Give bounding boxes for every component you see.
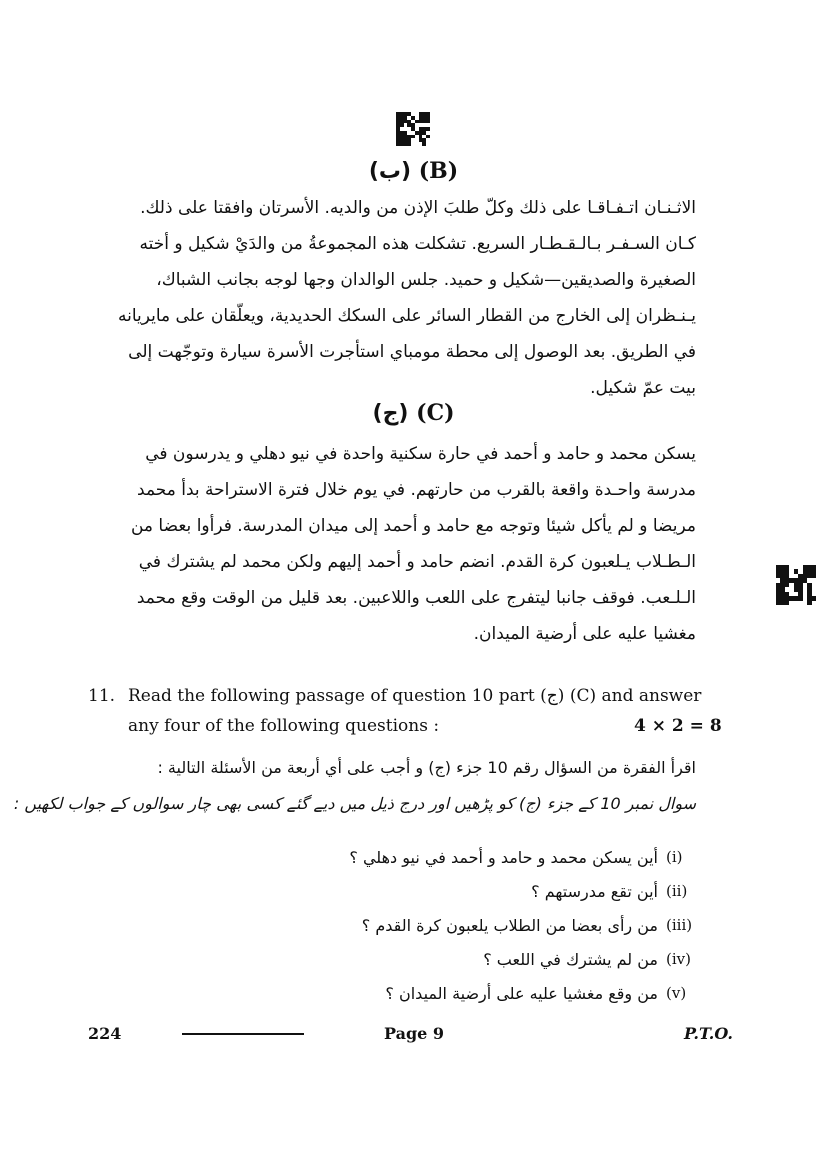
question-item <box>200 978 696 1008</box>
instruction-arabic: اقرأ الفقرة من السؤال رقم 10 جزء (ج) و أجب على أي أربعة من الأسئلة التالية : <box>157 758 696 777</box>
question-item-number: (i) <box>666 848 683 866</box>
question-item-number: (v) <box>666 984 687 1002</box>
question-item-text: من رأى بعضا من الطلاب يلعبون كرة القدم ؟ <box>361 915 658 935</box>
paper-code: 224 <box>88 1024 122 1043</box>
side-qr-code-icon <box>776 565 816 605</box>
question-text-line1: Read the following passage of question 10 part (ج) (C) and answer <box>128 686 702 706</box>
passage-b-line: في الطريق. بعد الوصول إلى محطة مومباي استأجرت الأسرة سيارة وتوجّهت إلى <box>128 342 696 362</box>
passage-c-line: الـطـلاب يـلعبون كرة القدم. انضم حامد و أحمد إليهم ولكن محمد لم يشترك في <box>138 552 696 572</box>
question-item-number: (ii) <box>666 882 688 900</box>
section-heading-b <box>0 158 827 184</box>
page-number: Page 9 <box>384 1024 445 1043</box>
question-text-line2: any four of the following questions : <box>128 716 440 736</box>
question-item-number: (iv) <box>666 950 691 968</box>
question-item-text: أين يسكن محمد و حامد و أحمد في نيو دهلي ؟ <box>349 847 658 867</box>
passage-b-line: يـنـظران إلى الخارج من القطار السائر على السكك الحديدية، ويعلّقان على مايريانه <box>118 306 696 326</box>
passage-c-line: الـلـعب. فوقف جانبا ليتفرج على اللعب واللاعبين. بعد قليل من الوقت وقع محمد <box>136 588 696 608</box>
question-item-text: من لم يشترك في اللعب ؟ <box>483 949 658 969</box>
qr-code-icon <box>396 112 430 146</box>
question-item <box>200 842 696 872</box>
passage-b <box>118 190 696 406</box>
question-item <box>200 944 696 974</box>
question-item-number: (iii) <box>666 916 693 934</box>
passage-c-line: مريضا و لم يأكل شيئا وتوجه مع حامد و أحمد إلى ميدان المدرسة. فرأوا بعضا من <box>130 516 696 536</box>
passage-b-line: بيت عمّ شكيل. <box>590 378 696 398</box>
question-item <box>200 910 696 940</box>
passage-c-line: مغشيا عليه على أرضية الميدان. <box>473 624 696 644</box>
passage-b-line: الصغيرة والصديقين—شكيل و حميد. جلس الوالدان وجها لوجه بجانب الشباك، <box>156 270 696 290</box>
question-item-text: أين تقع مدرستهم ؟ <box>531 881 658 901</box>
question-item <box>200 876 696 906</box>
heading-c-arabic: (ج) <box>372 401 409 426</box>
question-number: 11. <box>88 686 116 706</box>
question-marks: 4 × 2 = 8 <box>634 716 722 736</box>
passage-c-line: مدرسة واحـدة واقعة بالقرب من حارتهم. في يوم خلال فترة الاستراحة بدأ محمد <box>137 480 696 500</box>
footer-divider <box>182 1033 304 1035</box>
heading-b-latin: (B) <box>418 158 459 184</box>
passage-c-line: يسكن محمد و حامد و أحمد في حارة سكنية واحدة في نيو دهلي و يدرسون في <box>145 444 696 464</box>
section-heading-c <box>0 400 827 426</box>
heading-b-arabic: (ب) <box>368 159 412 184</box>
pto-label: P.T.O. <box>684 1024 733 1043</box>
passage-b-line: الاثـنـان اتـفـاقـا على ذلك وكلّ طلبَ الإذن من والديه. الأسرتان وافقتا على ذلك. <box>140 198 696 218</box>
passage-b-line: كـان السـفـر بـالـقـطـار السريع. تشكلت هذه المجموعةُ من والدَيْ شكيل و أخته <box>139 234 696 254</box>
passage-c <box>128 436 696 652</box>
instruction-urdu: سوال نمبر 10 کے جزء (ج) کو پڑھیں اور درج ذیل میں دیے گئے کسی بھی چار سوالوں کے جواب لکھیں : <box>13 794 696 813</box>
question-item-text: من وقع مغشيا عليه على أرضية الميدان ؟ <box>385 983 658 1003</box>
heading-c-latin: (C) <box>416 400 455 426</box>
